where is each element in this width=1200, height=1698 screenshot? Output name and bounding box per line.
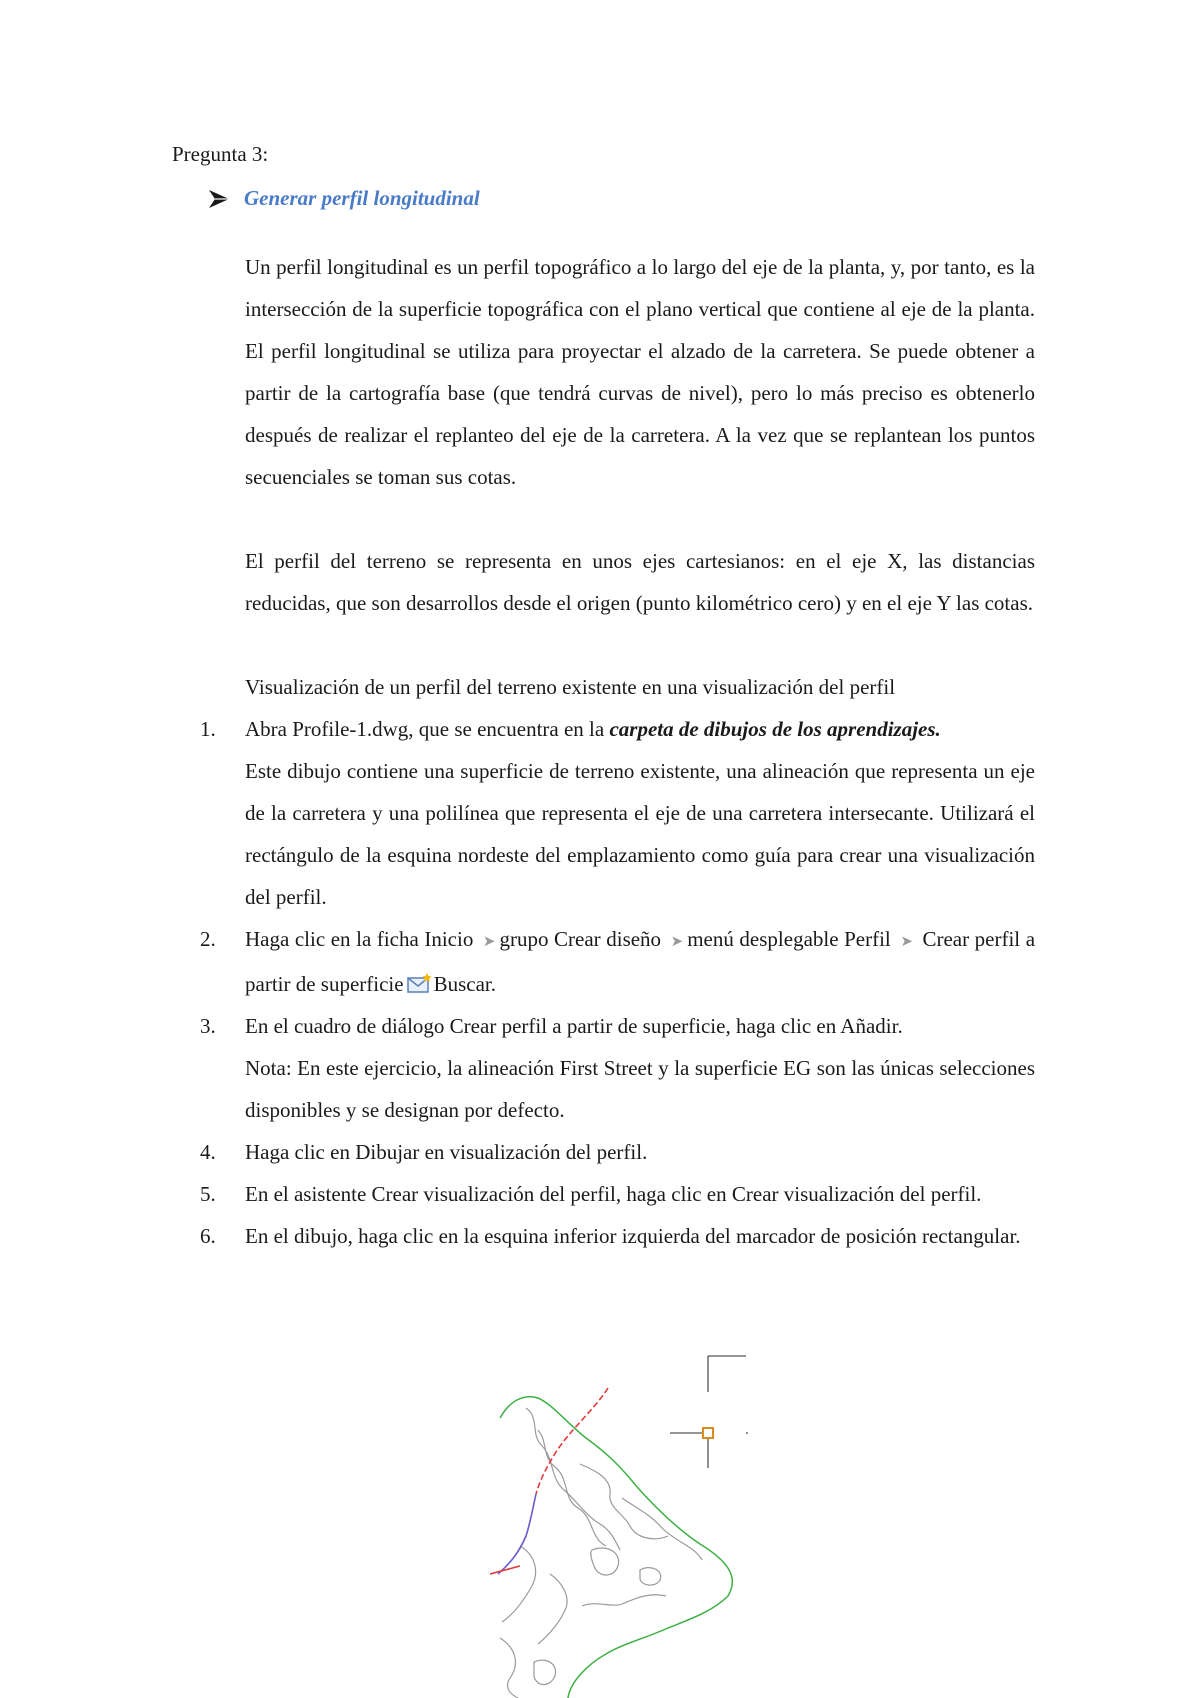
step-text: Haga clic en Dibujar en visualización del perfil. xyxy=(245,1140,648,1164)
list-item xyxy=(200,918,1035,1005)
chevron-right-icon: ➤ xyxy=(900,934,913,950)
list-item xyxy=(200,1215,1035,1257)
create-profile-icon xyxy=(406,972,432,994)
site-boundary xyxy=(500,1397,732,1698)
step-content xyxy=(245,708,1035,918)
step-note: Nota: En este ejercicio, la alineación First Street y la superficie EG son las únicas selecciones disponibles y se designan por defecto. xyxy=(245,1056,1035,1122)
steps-list xyxy=(200,708,1035,1257)
placeholder-marker xyxy=(670,1356,748,1468)
visualization-paragraph: Visualización de un perfil del terreno existente en una visualización del perfil xyxy=(245,675,896,699)
step-number: 4. xyxy=(200,1140,216,1164)
step-number: 2. xyxy=(200,927,216,951)
chevron-right-icon: ➤ xyxy=(670,934,684,950)
step-text: grupo Crear diseño xyxy=(499,927,662,951)
step-note: Este dibujo contiene una superficie de terreno existente, una alineación que representa un eje de la carretera y una polilínea que representa el eje de una carretera intersecante. Utilizará el rectángulo de la esquina nordeste del emplazamiento como guía para crear una visualización del perfil. xyxy=(245,759,1035,909)
step-text: Haga clic en la ficha Inicio xyxy=(245,927,474,951)
section-subheading xyxy=(208,186,480,211)
list-item xyxy=(200,1131,1035,1173)
list-item xyxy=(200,708,1035,918)
intro-paragraph: Un perfil longitudinal es un perfil topográfico a lo largo del eje de la planta, y, por tanto, es la intersección de la superficie topográfica con el plano vertical que contiene al eje de la planta. El perfil longitudinal se utiliza para proyectar el alzado de la carretera. Se puede obtener a partir de la cartografía base (que tendrá curvas de nivel), pero lo más preciso es obtenerlo después de realizar el replanteo del eje de la carretera. A la vez que se replantean los puntos secuenciales se toman sus cotas. xyxy=(245,255,1035,489)
subheading-title: Generar perfil longitudinal xyxy=(244,186,480,210)
step-content xyxy=(245,1005,1035,1131)
question-heading: Pregunta 3: xyxy=(172,142,269,166)
step-text: Crear perfil a partir de superficie xyxy=(245,927,1036,996)
step-number: 5. xyxy=(200,1182,216,1206)
step-text: En el dibujo, haga clic en la esquina inferior izquierda del marcador de posición rectangular. xyxy=(245,1224,1021,1248)
step-number: 6. xyxy=(200,1224,216,1248)
road-alignment-blue xyxy=(498,1494,536,1574)
step-number: 1. xyxy=(200,717,216,741)
step-text: En el cuadro de diálogo Crear perfil a partir de superficie, haga clic en Añadir. xyxy=(245,1014,903,1038)
chevron-right-icon: ➤ xyxy=(482,934,496,950)
arrowhead-bullet-icon xyxy=(208,188,230,210)
axes-paragraph: El perfil del terreno se representa en unos ejes cartesianos: en el eje X, las distancias reducidas, que son desarrollos desde el origen (punto kilométrico cero) y en el eje Y las cotas. xyxy=(245,549,1035,615)
step-text: menú desplegable Perfil xyxy=(687,927,891,951)
step-number: 3. xyxy=(200,1014,216,1038)
list-item xyxy=(200,1005,1035,1131)
contour-lines xyxy=(500,1408,702,1698)
step-text: En el asistente Crear visualización del perfil, haga clic en Crear visualización del perfil. xyxy=(245,1182,982,1206)
drawings-folder-emphasis: carpeta de dibujos de los aprendizajes. xyxy=(609,717,941,741)
step-text: Abra Profile-1.dwg, que se encuentra en la xyxy=(245,717,610,741)
step-content xyxy=(245,918,1035,1005)
site-drawing-figure xyxy=(490,1338,770,1698)
step-text: Buscar. xyxy=(433,972,496,996)
list-item xyxy=(200,1173,1035,1215)
